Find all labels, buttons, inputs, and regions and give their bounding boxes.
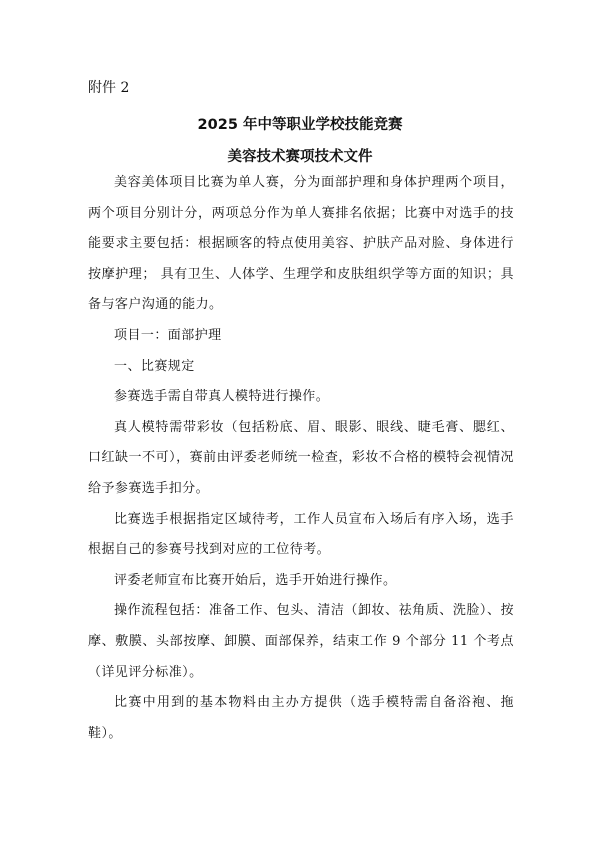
paragraph-materials: 比赛中用到的基本物料由主办方提供（选手模特需自备浴袍、拖鞋）。 [88, 695, 514, 741]
document-title: 2025 年中等职业学校技能竞赛 [197, 117, 403, 133]
paragraph-model-rule: 参赛选手需自带真人模特进行操作。 [114, 389, 330, 405]
paragraph-procedure: 操作流程包括：准备工作、包头、清洁（卸妆、祛角质、洗脸）、按摩、敷膜、头部按摩、卸膜、面部保养，结束工作 9 个部分 11 个考点（详见评分标准）。 [88, 603, 514, 680]
paragraph-start-rule: 评委老师宣布比赛开始后，选手开始进行操作。 [114, 572, 397, 588]
paragraph-project-heading: 项目一：面部护理 [114, 327, 222, 343]
paragraph-entry-rule: 比赛选手根据指定区域待考，工作人员宣布入场后有序入场，选手根据自己的参赛号找到对应的工位待考。 [88, 511, 514, 558]
paragraph-intro: 美容美体项目比赛为单人赛，分为面部护理和身体护理两个项目，两个项目分别计分，两项总分作为单人赛排名依据；比赛中对选手的技能要求主要包括：根据顾客的特点使用美容、护肤产品对脸、身体进行按摩护理； 具有卫生、人体学、生理学和皮肤组织学等方面的知识；具备与客户沟通的能力。 [88, 175, 514, 313]
document-body [88, 168, 514, 749]
paragraph-makeup-rule: 真人模特需带彩妆（包括粉底、眉、眼影、眼线、睫毛膏、腮红、口红缺一不可），赛前由评委老师统一检查，彩妆不合格的模特会视情况给予参赛选手扣分。 [88, 419, 514, 496]
paragraph-section-heading: 一、比赛规定 [114, 358, 195, 374]
document-subtitle: 美容技术赛项技术文件 [227, 149, 373, 165]
attachment-label: 附件 2 [88, 80, 130, 96]
